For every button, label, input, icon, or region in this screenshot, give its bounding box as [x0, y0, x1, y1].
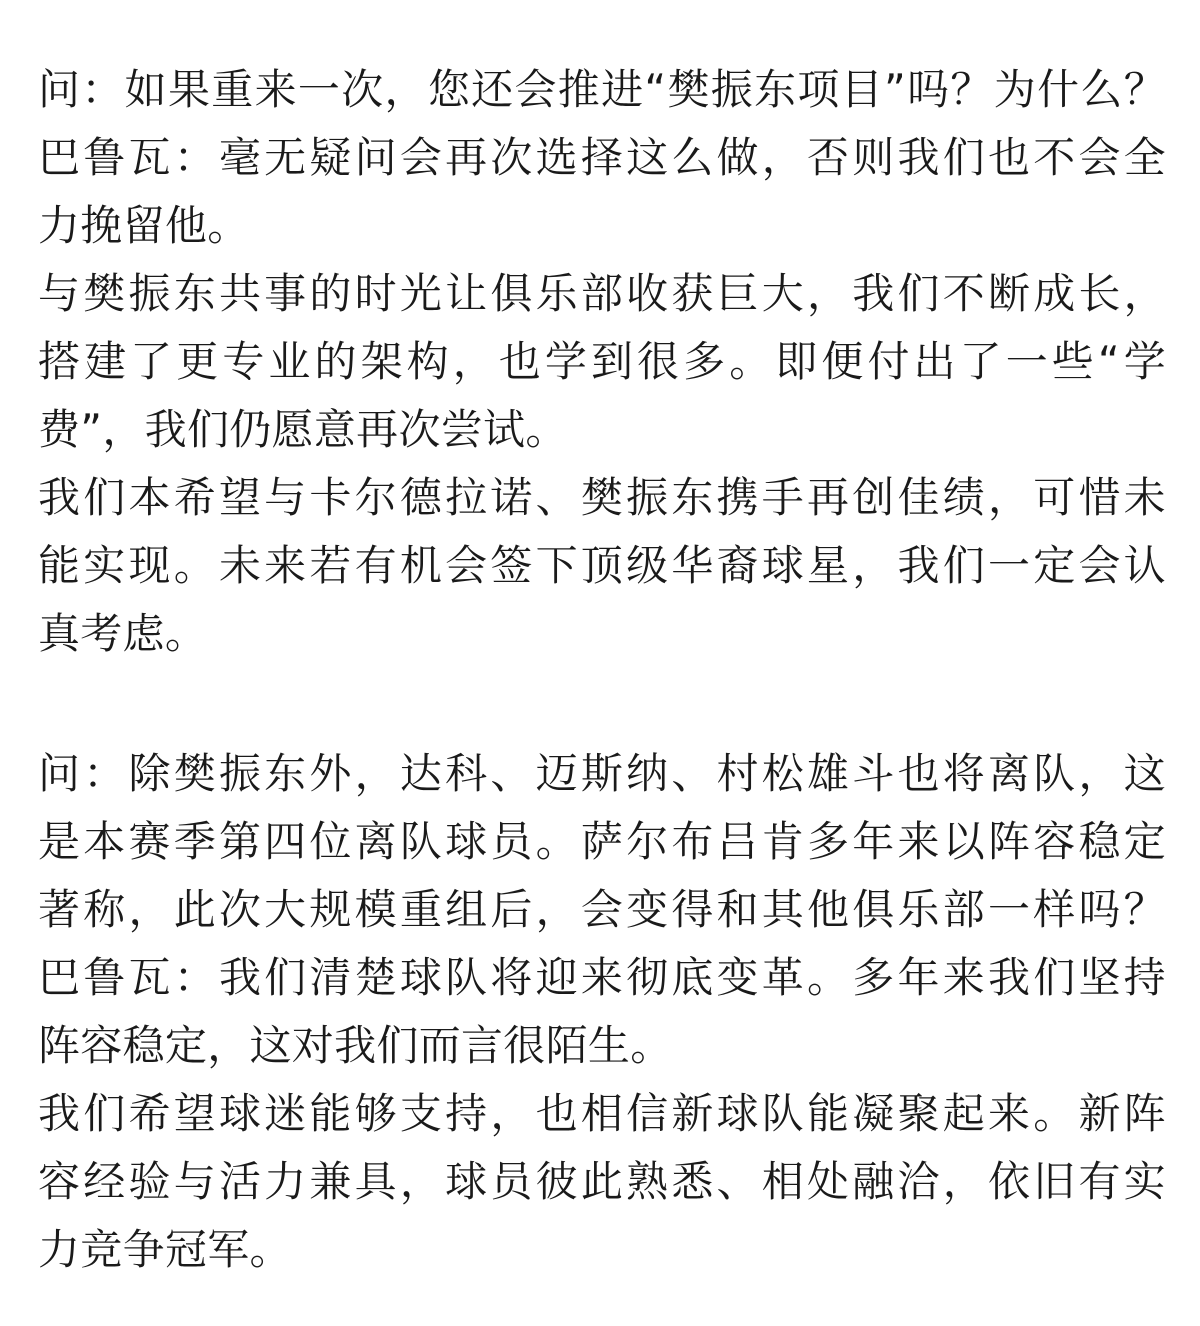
text-line: 我们本希望与卡尔德拉诺、樊振东携手再创佳绩，可惜未 — [38, 473, 1166, 522]
text-line: 容经验与活力兼具，球员彼此熟悉、相处融洽，依旧有实 — [38, 1157, 1166, 1206]
qa-section-2 — [38, 740, 1166, 1284]
text-line: 力挽留他。 — [38, 201, 250, 250]
text-line: 费”，我们仍愿意再次尝试。 — [38, 405, 568, 454]
text-line: 真考虑。 — [38, 609, 208, 658]
text-line: 搭建了更专业的架构，也学到很多。即便付出了一些“学 — [38, 337, 1166, 386]
text-line: 问：除樊振东外，达科、迈斯纳、村松雄斗也将离队，这 — [38, 749, 1166, 798]
text-line: 巴鲁瓦：我们清楚球队将迎来彻底变革。多年来我们坚持 — [38, 953, 1166, 1002]
qa-section-1 — [38, 56, 1166, 668]
text-line: 能实现。未来若有机会签下顶级华裔球星，我们一定会认 — [38, 541, 1166, 590]
text-line: 我们希望球迷能够支持，也相信新球队能凝聚起来。新阵 — [38, 1089, 1166, 1138]
text-line: 阵容稳定，这对我们而言很陌生。 — [38, 1021, 673, 1070]
text-line: 与樊振东共事的时光让俱乐部收获巨大，我们不断成长， — [38, 269, 1166, 318]
paragraph-gap — [38, 668, 1166, 740]
text-line: 力竞争冠军。 — [38, 1225, 292, 1274]
text-line: 巴鲁瓦：毫无疑问会再次选择这么做，否则我们也不会全 — [38, 133, 1166, 182]
text-line: 著称，此次大规模重组后，会变得和其他俱乐部一样吗？ — [38, 885, 1166, 934]
text-line: 是本赛季第四位离队球员。萨尔布吕肯多年来以阵容稳定 — [38, 817, 1166, 866]
article-body — [38, 56, 1166, 1284]
text-line: 问：如果重来一次，您还会推进“樊振东项目”吗？为什么？ — [38, 65, 1166, 114]
